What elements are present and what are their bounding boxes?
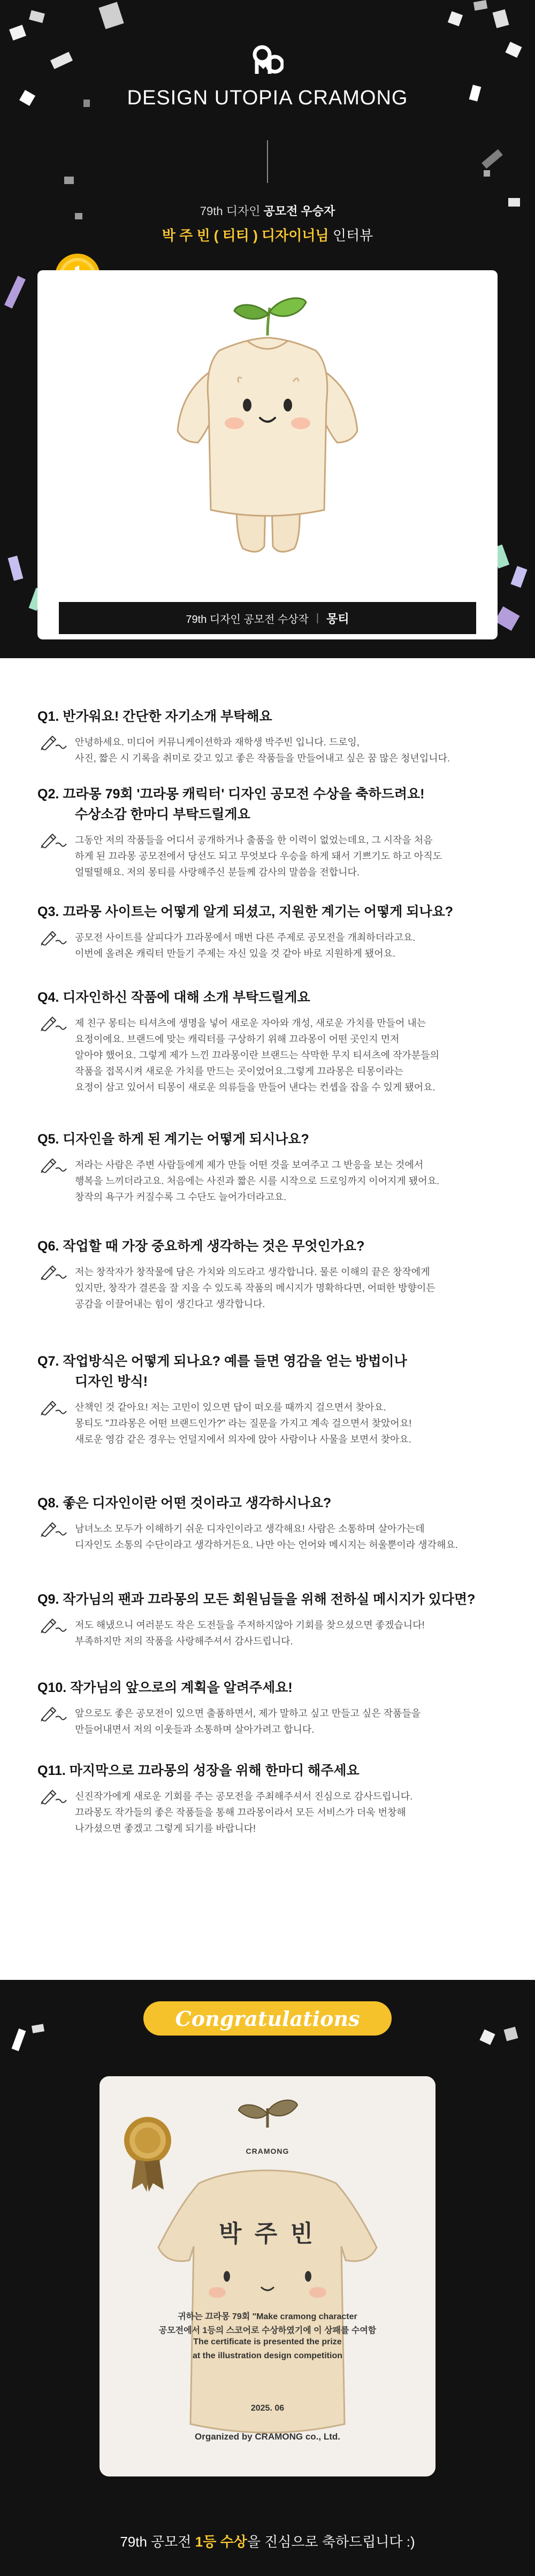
question	[37, 987, 498, 1008]
question-text: Q3. 끄라몽 사이트는 어떻게 알게 되셨고, 지원한 계기는 어떻게 되나요?	[37, 904, 454, 919]
question	[37, 1129, 498, 1149]
question-text: Q6. 작업할 때 가장 중요하게 생각하는 것은 무엇인가요?	[37, 1239, 365, 1254]
closing-highlight: 1등 수상	[195, 2534, 247, 2550]
winner-caption: 79th 디자인 공모전 수상작	[186, 613, 309, 626]
answer-line: 만들어내면서 저의 이웃들과 소통하며 살아가려고 합니다.	[75, 1724, 315, 1735]
answer	[37, 1157, 498, 1205]
qa-item	[37, 1493, 498, 1553]
answer-line: 요정이에요. 브랜드에 맞는 캐릭터를 구상하기 위해 끄라몽이 어떤 곳인지 먼저	[75, 1034, 400, 1045]
question	[37, 1589, 498, 1610]
award-certificate	[100, 2076, 435, 2476]
answer-line: 끄라몽도 작가들의 좋은 작품들을 통해 끄라몽이라서 모든 서비스가 더욱 번창해	[75, 1807, 406, 1818]
interview-title	[0, 225, 535, 245]
contest-winner-label: 공모전 우승자	[263, 204, 335, 218]
monty-character-illustration	[37, 270, 498, 591]
brand-logo-icon	[251, 43, 284, 75]
qa-item	[37, 784, 498, 880]
closing-message	[0, 2531, 535, 2551]
certificate-line-1: 귀하는 끄라몽 79회 "Make cramong character	[178, 2312, 357, 2321]
brand-name: DESIGN UTOPIA CRAMONG	[127, 87, 408, 109]
answer	[37, 1521, 498, 1553]
answer-line: 행복을 느끼더라고요. 처음에는 사진과 짧은 시를 시작으로 드로잉까지 이어지게 됐어요.	[75, 1176, 439, 1186]
answer-line: 산책인 것 같아요! 저는 고민이 있으면 답이 떠오를 때까지 걸으면서 찾아요.	[75, 1402, 386, 1413]
certificate-date: 2025. 06	[250, 2404, 285, 2413]
qa-item	[37, 1236, 498, 1312]
closing-suffix: 을 진심으로 축하드립니다 :)	[247, 2534, 415, 2550]
answer-line: 앞으로도 좋은 공모전이 있으면 출품하면서, 제가 말하고 싶고 만들고 싶은 작품들을	[75, 1708, 421, 1719]
answer-line: 창작의 욕구가 커질수록 그 수단도 늘어가더라고요.	[75, 1192, 287, 1202]
answer-line: 작품을 접목시켜 새로운 가치를 만드는 곳이었어요.그렇게 끄라몽은 티몽이라는	[75, 1066, 403, 1077]
answer-line: 하게 된 끄라몽 공모전에서 당선도 되고 무엇보다 우승을 하게 돼서 기쁘기도 하고 아직도	[75, 851, 442, 862]
qa-item	[37, 1129, 498, 1205]
winner-card	[37, 270, 498, 639]
pen-icon	[40, 1705, 67, 1721]
answer-line: 있지만, 창작가 결론을 잘 지을 수 있도록 작품의 메시지가 명확하다면, 어떠한 방향이든	[75, 1283, 435, 1293]
question	[37, 1351, 498, 1392]
question	[37, 902, 498, 922]
answer-line: 공감을 이끌어내는 힘이 생긴다고 생각합니다.	[75, 1299, 265, 1309]
question-text: Q8. 좋은 디자인이란 어떤 것이라고 생각하시나요?	[37, 1496, 332, 1511]
answer-line: 저는 창작자가 창작물에 담은 가치와 의도라고 생각합니다. 물론 이해의 끝은 창작에게	[75, 1267, 430, 1277]
pen-icon	[40, 1015, 67, 1031]
closing-prefix: 79th 공모전	[120, 2534, 192, 2550]
certificate-line-3: The certificate is presented the prize	[193, 2337, 342, 2346]
answer	[37, 929, 498, 962]
pen-icon	[40, 1788, 67, 1804]
congratulations-text: Congratulations	[175, 2006, 360, 2031]
certificate-line-2: 공모전에서 1등의 스코어로 수상하였기에 이 상패를 수여함	[158, 2326, 377, 2335]
interview-qa-section	[0, 658, 535, 1980]
congratulations-banner	[143, 2001, 392, 2036]
certificate-organizer: Organized by CRAMONG co., Ltd.	[194, 2432, 340, 2442]
answer-line: 얼떨떨해요. 저의 몽티를 사랑해주신 분들께 감사의 말씀을 전합니다.	[75, 867, 360, 878]
certificate-logo-text: CRAMONG	[246, 2147, 289, 2155]
answer-line: 사진, 짧은 시 기록을 취미로 갖고 있고 좋은 작품들을 만들어내고 싶은 꿈 많은 청년입니다.	[75, 753, 450, 764]
qa-item	[37, 1760, 498, 1836]
question-text: Q2. 끄라몽 79회 '끄라몽 캐릭터' 디자인 공모전 수상을 축하드려요!	[37, 787, 425, 802]
answer-line: 남녀노소 모두가 이해하기 쉬운 디자인이라고 생각해요! 사람은 소통하며 살아가는데	[75, 1523, 425, 1534]
certificate-illustration	[100, 2076, 435, 2476]
answer-line: 나가셨으면 좋겠고 그렇게 되기를 바랍니다!	[75, 1823, 256, 1834]
answer-line: 제 친구 몽티는 티셔츠에 생명을 넣어 새로운 자아와 개성, 새로운 가치를 만들어 내는	[75, 1018, 426, 1028]
winner-caption-bar	[59, 602, 476, 634]
pen-icon	[40, 1399, 67, 1415]
winning-work-name: 몽티	[326, 612, 349, 626]
answer-line: 요정이 삼고 있어서 티몽이 새로운 의류들을 만들어 낸다는 컨셉을 잡을 수 있게 됐어요.	[75, 1082, 435, 1093]
pen-icon	[40, 1617, 67, 1633]
answer	[37, 1264, 498, 1312]
question-text: Q10. 작가님의 앞으로의 계획을 알려주세요!	[37, 1680, 293, 1695]
answer	[37, 1399, 498, 1447]
question-text-cont: 디자인 방식!	[75, 1374, 148, 1389]
certificate-line-4: at the illustration design competition	[192, 2351, 342, 2360]
answer-line: 공모전 사이트를 살피다가 끄라몽에서 매번 다른 주제로 공모전을 개최하더라고요.	[75, 932, 416, 943]
answer-line: 디자인도 소통의 수단이라고 생각하거든요. 나만 아는 언어와 메시지는 허울뿐이라 생각해요.	[75, 1539, 458, 1550]
question-text: Q1. 반가워요! 간단한 자기소개 부탁해요	[37, 709, 272, 724]
contest-category: 디자인	[226, 204, 261, 218]
answer-line: 신진작가에게 새로운 기회를 주는 공모전을 주최해주셔서 진심으로 감사드립니다.	[75, 1791, 413, 1802]
pen-icon	[40, 929, 67, 946]
answer	[37, 832, 498, 880]
qa-item	[37, 1678, 498, 1737]
question	[37, 1760, 498, 1781]
pen-icon	[40, 1521, 67, 1537]
question	[37, 1493, 498, 1513]
hero-section	[0, 0, 535, 658]
interview-label: 인터뷰	[332, 227, 373, 243]
answer-line: 부족하지만 저의 작품을 사랑해주셔서 감사드립니다.	[75, 1636, 293, 1647]
pen-icon	[40, 832, 67, 848]
answer	[37, 1015, 498, 1095]
answer	[37, 1788, 498, 1836]
qa-item	[37, 1351, 498, 1447]
question	[37, 706, 498, 727]
answer	[37, 1705, 498, 1737]
contest-subtitle	[0, 202, 535, 219]
answer-line: 그동안 저의 작품들을 어디서 공개하거나 출품을 한 이력이 없었는데요, 그 시작을 처음	[75, 835, 433, 845]
question-text: Q9. 작가님의 팬과 끄라몽의 모든 회원님들을 위해 전하실 메시지가 있다면?	[37, 1592, 476, 1607]
pen-icon	[40, 1157, 67, 1173]
answer-line: 저라는 사람은 주변 사람들에게 제가 만들 어떤 것을 보여주고 그 반응을 보는 것에서	[75, 1160, 424, 1170]
answer-line: 새로운 영감 같은 경우는 언덜지에서 의자에 앉아 사람이나 사물을 보면서 찾아요.	[75, 1434, 411, 1445]
question	[37, 1236, 498, 1256]
certificate-section	[0, 1980, 535, 2576]
answer	[37, 1617, 498, 1649]
question-text: Q11. 마지막으로 끄라몽의 성장을 위해 한마디 해주세요	[37, 1763, 360, 1778]
qa-item	[37, 706, 498, 766]
question-text: Q7. 작업방식은 어떻게 되나요? 예를 들면 영감을 얻는 방법이나	[37, 1354, 407, 1369]
answer	[37, 734, 498, 766]
contest-round: 79th	[200, 204, 223, 218]
pen-icon	[40, 1264, 67, 1280]
qa-item	[37, 1589, 498, 1649]
qa-item	[37, 902, 498, 962]
question-text: Q4. 디자인하신 작품에 대해 소개 부탁드릴게요	[37, 990, 310, 1005]
pen-icon	[40, 734, 67, 750]
answer-line: 저도 해냈으니 여러분도 작은 도전들을 주저하지않아 기회를 찾으셨으면 좋겠습니다!	[75, 1620, 425, 1630]
answer-line: 알아야 했어요. 그렇게 제가 느낀 끄라몽이란 브랜드는 삭막한 무지 티셔츠에 작가분들의	[75, 1050, 439, 1061]
designer-name: 박 주 빈 ( 티티 ) 디자이너님	[162, 227, 329, 243]
question	[37, 784, 498, 825]
header-divider	[267, 140, 268, 183]
answer-line: 안녕하세요. 미디어 커뮤니케이션학과 재학생 박주빈 입니다. 드로잉,	[75, 737, 360, 748]
question-text: Q5. 디자인을 하게 된 계기는 어떻게 되시나요?	[37, 1132, 309, 1147]
question-text-cont: 수상소감 한마디 부탁드릴게요	[75, 807, 250, 822]
qa-item	[37, 987, 498, 1095]
question	[37, 1678, 498, 1698]
answer-line: 이번에 올려온 캐릭터 만들기 주제는 자신 있을 것 같아 바로 지원하게 됐어요.	[75, 948, 396, 959]
certificate-recipient-name: 박 주 빈	[219, 2221, 316, 2247]
answer-line: 몽티도 "끄라몽은 어떤 브랜드인가?" 라는 질문을 가지고 계속 걸으면서 찾았어요!	[75, 1418, 412, 1429]
caption-separator: |	[316, 612, 319, 624]
